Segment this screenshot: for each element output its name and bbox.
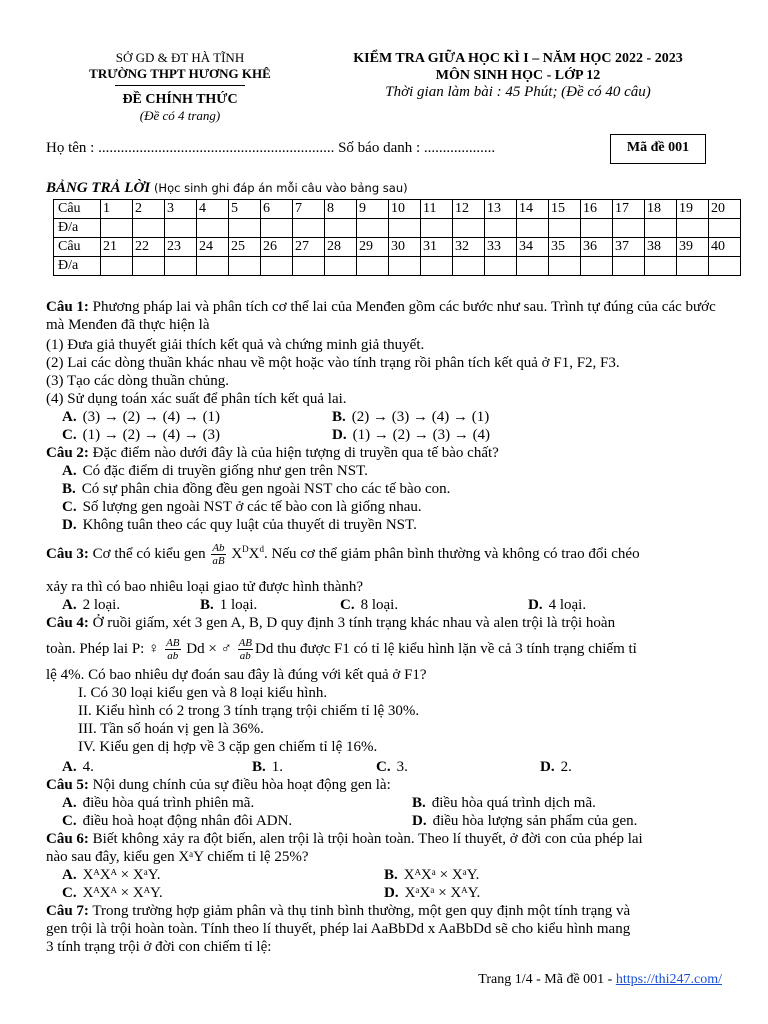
- option-letter: A.: [62, 463, 77, 479]
- answer-cell[interactable]: [453, 257, 485, 276]
- option-letter: A.: [62, 867, 77, 883]
- answer-cell[interactable]: [549, 257, 581, 276]
- official-label: ĐỀ CHÍNH THỨC: [122, 92, 238, 107]
- row-label-answer: Đ/a: [54, 257, 101, 276]
- q1-option-d[interactable]: [332, 426, 490, 444]
- student-info-line: Họ tên : ............................................................... Số báo danh : ...................: [46, 140, 496, 156]
- q-num: 8: [325, 200, 357, 219]
- q-num: 9: [357, 200, 389, 219]
- q-num: 37: [613, 238, 645, 257]
- answer-cell[interactable]: [517, 219, 549, 238]
- answer-cell[interactable]: [645, 257, 677, 276]
- option-text: 4.: [82, 759, 94, 775]
- q5-option-b[interactable]: [412, 794, 596, 812]
- question-label: Câu 3:: [46, 546, 89, 562]
- question-text: Nội dung chính của sự điều hòa hoạt động gen là:: [88, 777, 391, 793]
- q1-step: (4) Sử dụng toán xác suất để phân tích kết quả lai.: [46, 391, 347, 407]
- q5-option-d[interactable]: [412, 812, 637, 830]
- q4-statement: III. Tần số hoán vị gen là 36%.: [78, 721, 264, 737]
- option-text: (3) → (2) → (4) → (1): [82, 409, 221, 425]
- q-num: 36: [581, 238, 613, 257]
- option-text: 2.: [560, 759, 572, 775]
- question-label: Câu 5:: [46, 777, 89, 793]
- q5-option-c[interactable]: [62, 812, 292, 830]
- row-label-answer: Đ/a: [54, 219, 101, 238]
- option-letter: A.: [62, 409, 77, 425]
- question-4: [46, 614, 722, 632]
- q-num: 40: [709, 238, 741, 257]
- q-num: 33: [485, 238, 517, 257]
- question-4-line3: lệ 4%. Có bao nhiêu dự đoán sau đây là đúng với kết quả ở F1?: [46, 667, 427, 683]
- genotype-fraction: [211, 542, 225, 567]
- sex-chromosome-genotype: $X^DX^d$: [231, 544, 264, 562]
- q4-option-c[interactable]: [376, 758, 408, 776]
- answer-cell[interactable]: [261, 257, 293, 276]
- answer-sheet-note: (Học sinh ghi đáp án mỗi câu vào bảng sau): [153, 181, 408, 195]
- q-num: 39: [677, 238, 709, 257]
- q1-option-b[interactable]: [332, 408, 489, 426]
- question-7-line3: 3 tính trạng trội ở đời con chiếm tỉ lệ:: [46, 939, 272, 955]
- exam-time: Thời gian làm bài : 45 Phút; (Đề có 40 câu): [385, 84, 651, 100]
- q-num: 2: [133, 200, 165, 219]
- q1-step: (3) Tạo các dòng thuần chủng.: [46, 373, 229, 389]
- answer-table: [53, 199, 741, 276]
- q-num: 23: [165, 238, 197, 257]
- option-letter: B.: [62, 481, 76, 497]
- option-text: 4 loại.: [548, 597, 587, 613]
- q-num: 1: [101, 200, 133, 219]
- answer-cell[interactable]: [229, 219, 261, 238]
- answer-cell[interactable]: [613, 219, 645, 238]
- answer-cell[interactable]: [357, 219, 389, 238]
- option-letter: B.: [384, 867, 398, 883]
- question-text: Cơ thể có kiểu gen: [88, 546, 206, 562]
- question-5: [46, 776, 722, 794]
- option-text: XᴬXᵃ × XᵃY.: [403, 867, 480, 883]
- option-text: 3.: [396, 759, 408, 775]
- department-name: SỞ GD & ĐT HÀ TĨNH: [115, 50, 245, 65]
- q4-statement: II. Kiểu hình có 2 trong 3 tính trạng trội chiếm tỉ lệ 30%.: [78, 703, 420, 719]
- q2-option-d[interactable]: [62, 516, 417, 534]
- question-7: [46, 902, 722, 920]
- answer-cell[interactable]: [165, 257, 197, 276]
- option-letter: B.: [200, 597, 214, 613]
- option-letter: A.: [62, 597, 77, 613]
- option-letter: B.: [412, 795, 426, 811]
- answer-cell[interactable]: [293, 219, 325, 238]
- exam-subject: MÔN SINH HỌC - LỚP 12: [435, 68, 601, 83]
- answer-cell[interactable]: [421, 219, 453, 238]
- answer-cell[interactable]: [709, 219, 741, 238]
- row-label-question: Câu: [54, 200, 101, 219]
- answer-cell[interactable]: [325, 219, 357, 238]
- answer-cell[interactable]: [645, 219, 677, 238]
- q6-option-d[interactable]: [384, 884, 480, 902]
- option-letter: B.: [252, 759, 266, 775]
- header-divider: [115, 85, 245, 86]
- option-letter: C.: [62, 885, 77, 901]
- answer-cell[interactable]: [261, 219, 293, 238]
- fraction-numerator: AB: [238, 637, 253, 650]
- q-num: 17: [613, 200, 645, 219]
- q3-option-c[interactable]: [340, 596, 398, 614]
- q-num: 25: [229, 238, 261, 257]
- answer-cell[interactable]: [325, 257, 357, 276]
- q-num: 13: [485, 200, 517, 219]
- question-text: Biết không xảy ra đột biến, alen trội là trội hoàn toàn. Theo lí thuyết, ở đời con của phép lai: [88, 831, 643, 847]
- q-num: 24: [197, 238, 229, 257]
- q-num: 35: [549, 238, 581, 257]
- q-num: 3: [165, 200, 197, 219]
- q-num: 5: [229, 200, 261, 219]
- option-letter: D.: [332, 427, 347, 443]
- genotype-fraction: [238, 637, 253, 662]
- exam-code-box: Mã đề 001: [610, 134, 706, 164]
- option-letter: D.: [412, 813, 427, 829]
- option-text: điều hoà hoạt động nhân đôi ADN.: [82, 813, 293, 829]
- answer-cell[interactable]: [293, 257, 325, 276]
- answer-cell[interactable]: [549, 219, 581, 238]
- q3-option-b[interactable]: [200, 596, 257, 614]
- answer-cell[interactable]: [677, 219, 709, 238]
- fraction-denominator: ab: [167, 650, 179, 663]
- question-3: [46, 540, 722, 567]
- answer-cell[interactable]: [133, 219, 165, 238]
- answer-cell[interactable]: [453, 219, 485, 238]
- q4-option-b[interactable]: [252, 758, 283, 776]
- option-text: (2) → (3) → (4) → (1): [351, 409, 490, 425]
- footer-text: Trang 1/4 - Mã đề 001 -: [478, 972, 616, 987]
- fraction-denominator: ab: [239, 650, 251, 663]
- page-footer: [478, 972, 722, 988]
- q1-option-c[interactable]: [62, 426, 220, 444]
- option-text: 1.: [271, 759, 284, 775]
- question-text: Dd thu được F1 có tỉ lệ kiểu hình lặn về cả 3 tính trạng chiếm tỉ: [255, 641, 637, 657]
- question-text: Ở ruồi giấm, xét 3 gen A, B, D quy định 3 tính trạng khác nhau và alen trội là trội hoàn: [88, 615, 616, 631]
- option-text: Số lượng gen ngoài NST ở các tế bào con là giống nhau.: [82, 499, 422, 515]
- option-text: điều hòa quá trình phiên mã.: [82, 795, 255, 811]
- q-num: 22: [133, 238, 165, 257]
- answer-cell[interactable]: [485, 257, 517, 276]
- answer-cell[interactable]: [101, 219, 133, 238]
- answer-row-blank-2: [54, 257, 741, 276]
- option-text: (1) → (2) → (4) → (3): [82, 427, 221, 443]
- genotype-fraction: [165, 637, 180, 662]
- q-num: 14: [517, 200, 549, 219]
- option-letter: C.: [376, 759, 391, 775]
- option-text: Không tuân theo các quy luật của thuyết di truyền NST.: [82, 517, 417, 533]
- answer-cell[interactable]: [581, 257, 613, 276]
- option-letter: C.: [62, 813, 77, 829]
- q-num: 19: [677, 200, 709, 219]
- option-letter: D.: [62, 517, 77, 533]
- question-7-line2: gen trội là trội hoàn toàn. Tính theo lí thuyết, phép lai AaBbDd x AaBbDd sẽ cho kiểu hình mang: [46, 921, 631, 937]
- question-label: Câu 7:: [46, 903, 89, 919]
- q-num: 15: [549, 200, 581, 219]
- option-letter: C.: [62, 499, 77, 515]
- answer-cell[interactable]: [229, 257, 261, 276]
- answer-cell[interactable]: [517, 257, 549, 276]
- q-num: 12: [453, 200, 485, 219]
- q-num: 7: [293, 200, 325, 219]
- option-text: 2 loại.: [82, 597, 121, 613]
- q4-statement: IV. Kiểu gen dị hợp về 3 cặp gen chiếm tỉ lệ 16%.: [78, 739, 378, 755]
- q6-option-a[interactable]: [62, 866, 160, 884]
- answer-cell[interactable]: [485, 219, 517, 238]
- option-letter: D.: [384, 885, 399, 901]
- answer-cell[interactable]: [101, 257, 133, 276]
- question-text: Phương pháp lai và phân tích cơ thể lai của Menđen gồm các bước như sau. Trình tự đúng của các bước mà Menđen đã thực hiện là: [46, 299, 716, 333]
- row-label-question: Câu: [54, 238, 101, 257]
- exam-title: KIỂM TRA GIỮA HỌC KÌ I – NĂM HỌC 2022 - 2023: [353, 51, 683, 66]
- option-letter: B.: [332, 409, 346, 425]
- option-text: XᴬXᴬ × XᵃY.: [82, 867, 161, 883]
- q-num: 31: [421, 238, 453, 257]
- q-num: 30: [389, 238, 421, 257]
- footer-link[interactable]: https://thi247.com/: [615, 972, 722, 987]
- fraction-numerator: AB: [166, 637, 180, 650]
- question-text: . Nếu cơ thể giảm phân bình thường và không có trao đổi chéo: [264, 546, 640, 562]
- school-name: TRƯỜNG THPT HƯƠNG KHÊ: [89, 66, 271, 81]
- q1-step: (2) Lai các dòng thuần khác nhau về một hoặc vào tính trạng rồi phân tích kết quả ở F1, F2, F3.: [46, 355, 620, 371]
- page-count-note: (Đề có 4 trang): [139, 108, 221, 123]
- question-2: [46, 444, 722, 462]
- q-num: 20: [709, 200, 741, 219]
- q6-option-c[interactable]: [62, 884, 163, 902]
- option-text: 1 loại.: [219, 597, 258, 613]
- q4-statement: I. Có 30 loại kiểu gen và 8 loại kiểu hình.: [78, 685, 328, 701]
- question-label: Câu 1:: [46, 299, 89, 315]
- q2-option-c[interactable]: [62, 498, 422, 516]
- q-num: 18: [645, 200, 677, 219]
- option-text: XᴬXᴬ × XᴬY.: [82, 885, 163, 901]
- q-num: 21: [101, 238, 133, 257]
- school-header: [60, 50, 300, 124]
- q6-option-b[interactable]: [384, 866, 479, 884]
- q5-option-a[interactable]: [62, 794, 254, 812]
- answer-cell[interactable]: [197, 257, 229, 276]
- answer-sheet-heading: BẢNG TRẢ LỜI: [46, 180, 151, 196]
- answer-cell[interactable]: [197, 219, 229, 238]
- option-text: điều hòa lượng sản phẩm của gen.: [432, 813, 638, 829]
- question-text: toàn. Phép lai P: ♀: [46, 641, 160, 657]
- answer-cell[interactable]: [357, 257, 389, 276]
- question-6-line2: nào sau đây, kiểu gen XᵃY chiếm tỉ lệ 25%?: [46, 849, 309, 865]
- question-label: Câu 4:: [46, 615, 89, 631]
- q-num: 32: [453, 238, 485, 257]
- answer-row-blank-1: [54, 219, 741, 238]
- question-text: Dd × ♂: [186, 641, 232, 657]
- q3-option-a[interactable]: [62, 596, 120, 614]
- fraction-denominator: aB: [212, 555, 225, 568]
- question-label: Câu 6:: [46, 831, 89, 847]
- q4-option-d[interactable]: [540, 758, 572, 776]
- answer-row-numbers-2: [54, 238, 741, 257]
- exam-header: [318, 50, 718, 101]
- q-num: 29: [357, 238, 389, 257]
- q-num: 27: [293, 238, 325, 257]
- q-num: 26: [261, 238, 293, 257]
- option-letter: D.: [540, 759, 555, 775]
- q-num: 10: [389, 200, 421, 219]
- q-num: 16: [581, 200, 613, 219]
- q2-option-b[interactable]: [62, 480, 450, 498]
- answer-row-numbers-1: [54, 200, 741, 219]
- option-text: XᵃXᵃ × XᴬY.: [404, 885, 481, 901]
- question-label: Câu 2:: [46, 445, 89, 461]
- q2-option-a[interactable]: [62, 462, 368, 480]
- option-text: Có sự phân chia đồng đều gen ngoài NST cho các tế bào con.: [81, 481, 451, 497]
- q1-step: (1) Đưa giả thuyết giải thích kết quả và chứng minh giả thuyết.: [46, 337, 425, 353]
- answer-cell[interactable]: [613, 257, 645, 276]
- option-text: (1) → (2) → (3) → (4): [352, 427, 491, 443]
- q-num: 28: [325, 238, 357, 257]
- option-letter: C.: [340, 597, 355, 613]
- option-text: 8 loại.: [360, 597, 399, 613]
- option-text: Có đặc điểm di truyền giống như gen trên NST.: [82, 463, 368, 479]
- q-num: 4: [197, 200, 229, 219]
- fraction-numerator: Ab: [212, 542, 225, 555]
- question-3-line2: xảy ra thì có bao nhiêu loại giao tử được hình thành?: [46, 579, 364, 595]
- question-6: [46, 830, 722, 848]
- answer-cell[interactable]: [165, 219, 197, 238]
- option-letter: A.: [62, 759, 77, 775]
- option-letter: D.: [528, 597, 543, 613]
- q-num: 38: [645, 238, 677, 257]
- question-1: [46, 298, 722, 334]
- question-text: Trong trường hợp giảm phân và thụ tinh bình thường, một gen quy định một tính trạng và: [88, 903, 631, 919]
- answer-sheet-title: [46, 180, 408, 197]
- option-letter: C.: [62, 427, 77, 443]
- answer-cell[interactable]: [389, 257, 421, 276]
- q1-option-a[interactable]: [62, 408, 220, 426]
- answer-cell[interactable]: [389, 219, 421, 238]
- q-num: 11: [421, 200, 453, 219]
- question-text: Đặc điểm nào dưới đây là của hiện tượng di truyền qua tế bào chất?: [88, 445, 499, 461]
- answer-cell[interactable]: [421, 257, 453, 276]
- q-num: 6: [261, 200, 293, 219]
- answer-cell[interactable]: [677, 257, 709, 276]
- answer-cell[interactable]: [133, 257, 165, 276]
- answer-cell[interactable]: [581, 219, 613, 238]
- q4-option-a[interactable]: [62, 758, 94, 776]
- option-text: điều hòa quá trình dịch mã.: [431, 795, 596, 811]
- answer-cell[interactable]: [709, 257, 741, 276]
- option-letter: A.: [62, 795, 77, 811]
- q3-option-d[interactable]: [528, 596, 586, 614]
- question-4-line2: [46, 632, 722, 666]
- q-num: 34: [517, 238, 549, 257]
